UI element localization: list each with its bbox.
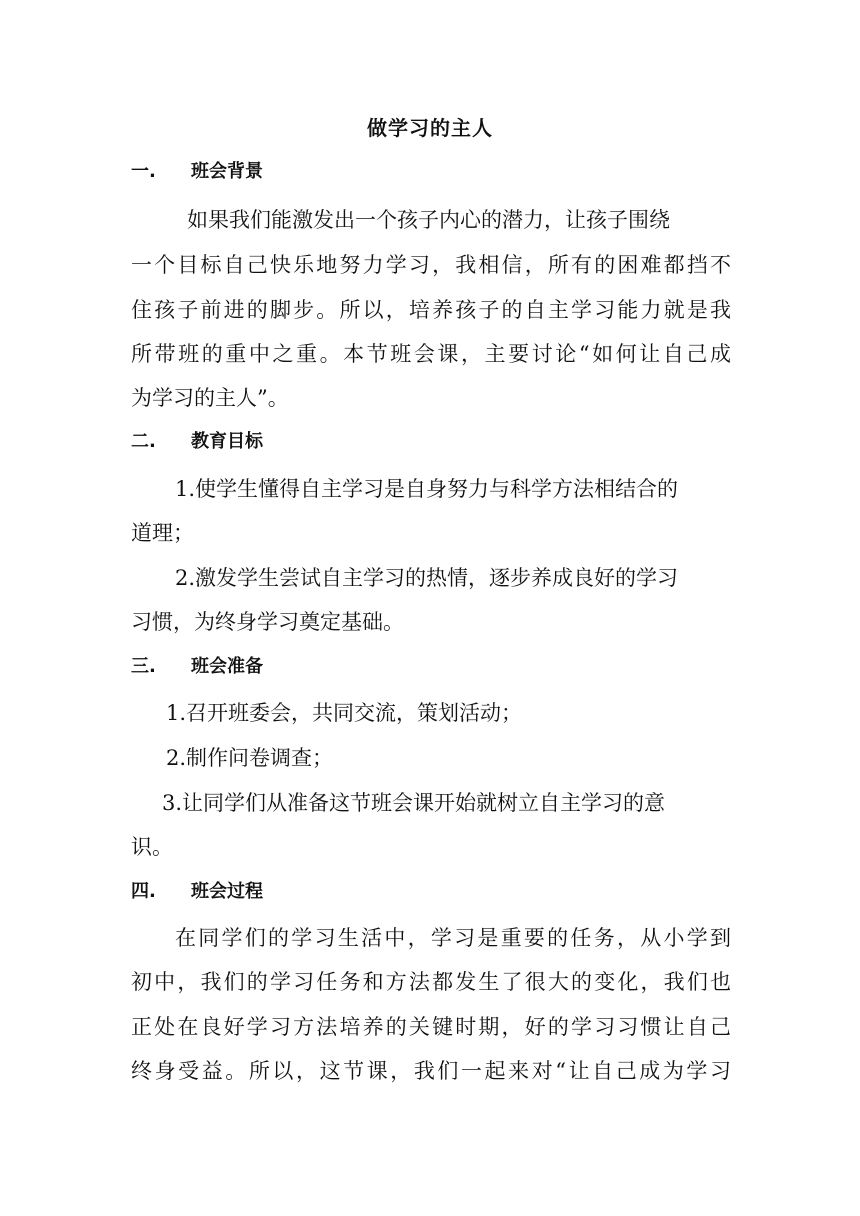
- paragraph-line: 正处在良好学习方法培养的关键时期，好的学习习惯让自己: [131, 1015, 731, 1039]
- section-title: 教育目标: [191, 431, 263, 452]
- paragraph-line: 道理；: [131, 521, 194, 545]
- paragraph-line: 为学习的主人”。: [131, 386, 289, 410]
- section-number: 二.: [131, 431, 156, 452]
- paragraph-line: 初中，我们的学习任务和方法都发生了很大的变化，我们也: [131, 970, 731, 994]
- section-heading-preparation: [131, 651, 263, 683]
- paragraph-line: 住孩子前进的脚步。所以，培养孩子的自主学习能力就是我: [131, 298, 731, 322]
- document-title: 做学习的主人: [367, 116, 493, 140]
- paragraph-line: 在同学们的学习生活中，学习是重要的任务，从小学到: [175, 926, 731, 950]
- section-heading-process: [131, 876, 263, 908]
- section-title: 班会背景: [191, 161, 263, 182]
- paragraph-line: 2.制作问卷调查；: [166, 746, 334, 770]
- section-title: 班会准备: [191, 656, 263, 677]
- paragraph-line: 终身受益。所以，这节课，我们一起来对“让自己成为学习: [131, 1059, 731, 1083]
- section-title: 班会过程: [191, 881, 263, 902]
- section-number: 四.: [131, 881, 156, 902]
- section-heading-background: [131, 156, 263, 188]
- paragraph-line: 1.召开班委会，共同交流，策划活动；: [166, 701, 523, 725]
- section-heading-goals: [131, 426, 263, 458]
- paragraph-line: 2.激发学生尝试自主学习的热情，逐步养成良好的学习: [175, 566, 679, 590]
- paragraph-line: 习惯，为终身学习奠定基础。: [131, 610, 404, 634]
- paragraph-line: 3.让同学们从准备这节班会课开始就树立自主学习的意: [162, 791, 666, 815]
- paragraph-line: 识。: [131, 835, 173, 859]
- paragraph-line: 所带班的重中之重。本节班会课，主要讨论“如何让自己成: [131, 342, 731, 366]
- paragraph-line: 1.使学生懂得自主学习是自身努力与科学方法相结合的: [175, 477, 679, 501]
- section-number: 三.: [131, 656, 156, 677]
- paragraph-line: 如果我们能激发出一个孩子内心的潜力，让孩子围绕: [187, 208, 670, 232]
- section-number: 一.: [131, 161, 156, 182]
- paragraph-line: 一个目标自己快乐地努力学习，我相信，所有的困难都挡不: [131, 253, 731, 277]
